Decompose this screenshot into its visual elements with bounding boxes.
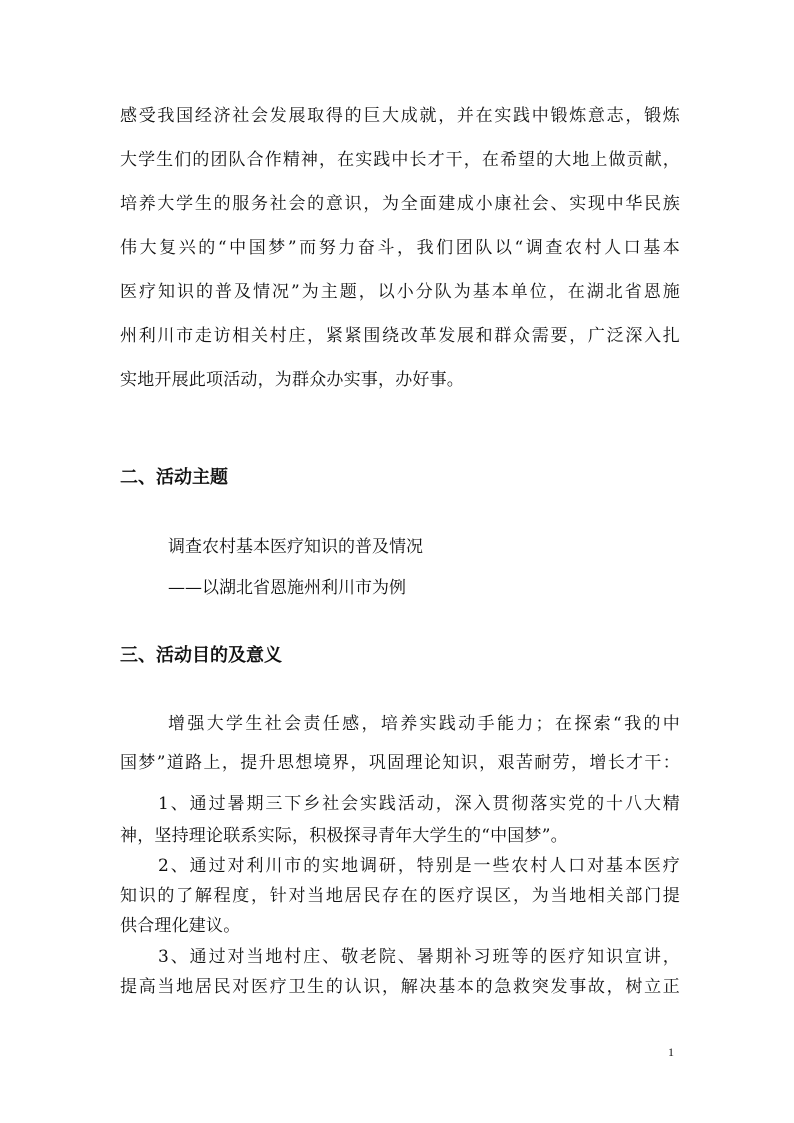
list-item-3: 3、通过对当地村庄、敬老院、暑期补习班等的医疗知识宣讲， — [158, 947, 680, 967]
paragraph-line: 培养大学生的服务社会的意识，为全面建成小康社会、实现中华民族 — [120, 194, 680, 214]
paragraph-line: 感受我国经济社会发展取得的巨大成就，并在实践中锻炼意志，锻炼 — [120, 106, 680, 126]
section-heading-purpose: 三、活动目的及意义 — [120, 645, 282, 666]
paragraph-line: 神，坚持理论联系实际，积极探寻青年大学生的“中国梦”。 — [120, 826, 568, 846]
theme-title: 调查农村基本医疗知识的普及情况 — [168, 537, 423, 557]
page-number: 1 — [668, 1045, 674, 1059]
paragraph-line: 增强大学生社会责任感，培养实践动手能力；在探索“我的中 — [168, 714, 680, 734]
paragraph-line: 州利川市走访相关村庄，紧紧围绕改革发展和群众需要，广泛深入扎 — [120, 326, 680, 346]
paragraph-line: 知识的了解程度，针对当地居民存在的医疗误区，为当地相关部门提 — [120, 886, 680, 906]
list-item-1: 1、通过暑期三下乡社会实践活动，深入贯彻落实党的十八大精 — [158, 794, 680, 814]
paragraph-line: 实地开展此项活动，为群众办实事，办好事。 — [120, 370, 464, 390]
theme-subtitle: ——以湖北省恩施州利川市为例 — [168, 578, 406, 598]
paragraph-line: 医疗知识的普及情况”为主题，以小分队为基本单位，在湖北省恩施 — [120, 282, 680, 302]
paragraph-line: 大学生们的团队合作精神，在实践中长才干，在希望的大地上做贡献， — [120, 150, 680, 170]
paragraph-line: 提高当地居民对医疗卫生的认识，解决基本的急救突发事故，树立正 — [120, 977, 680, 997]
paragraph-line: 供合理化建议。 — [120, 916, 241, 936]
paragraph-line: 国梦”道路上，提升思想境界，巩固理论知识，艰苦耐劳，增长才干： — [120, 753, 680, 773]
section-heading-theme: 二、活动主题 — [120, 467, 228, 488]
list-item-2: 2、通过对利川市的实地调研，特别是一些农村人口对基本医疗 — [158, 856, 680, 876]
paragraph-line: 伟大复兴的“中国梦”而努力奋斗，我们团队以“调查农村人口基本 — [120, 238, 680, 258]
